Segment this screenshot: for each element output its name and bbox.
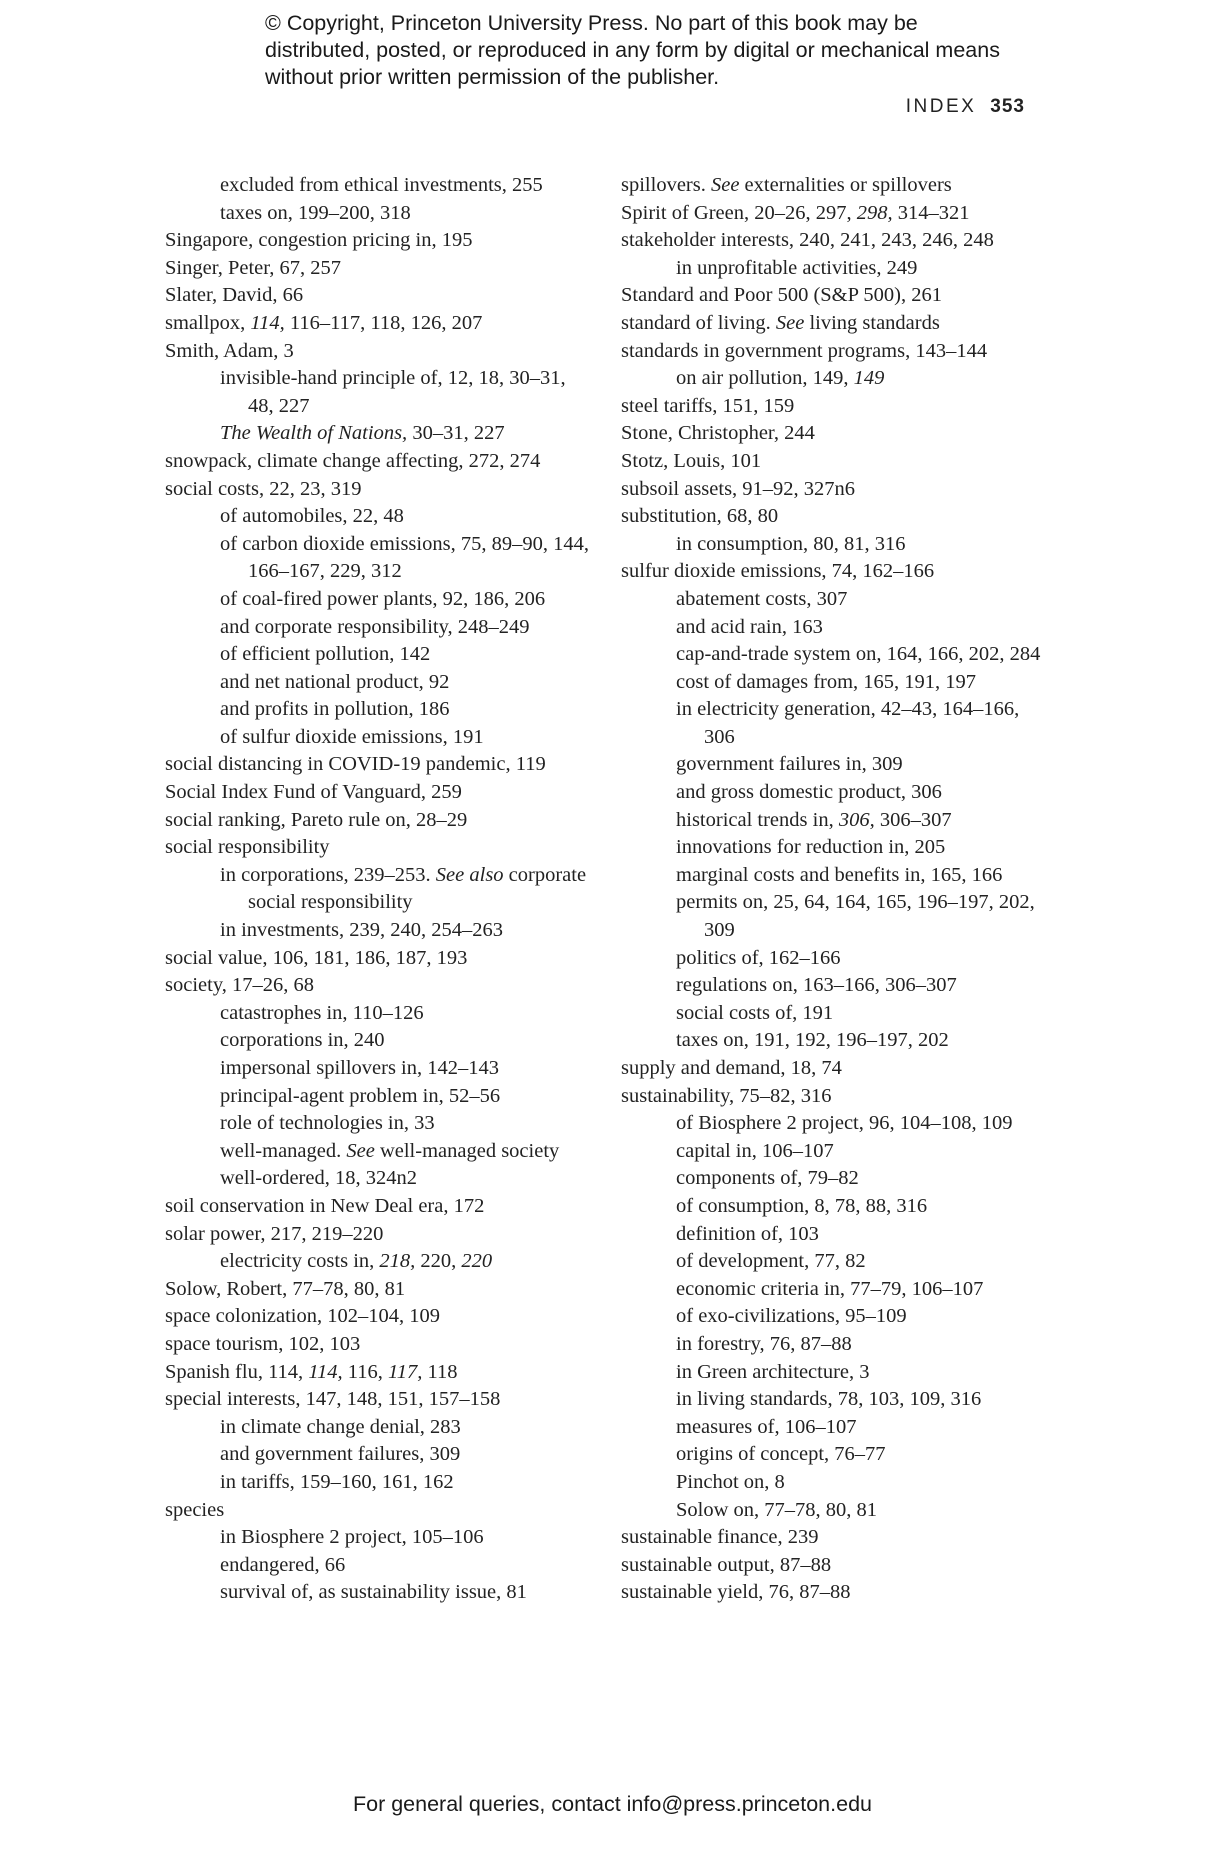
index-entry-text: Slater, David, 66 [165,284,304,307]
index-entry-text: Singapore, congestion pricing in, 195 [165,229,473,252]
index-entry-text: historical trends in, [676,808,839,831]
index-subentry [220,172,595,200]
index-entry-text: social responsibility [165,836,330,859]
index-entry [165,338,595,366]
index-entry [621,1055,1051,1083]
index-entry [165,1221,595,1249]
index-subentry [676,1248,1051,1276]
index-entry-text: living standards [804,311,940,334]
index-entry-text: standard of living. [621,311,776,334]
index-entry-text: politics of, 162–166 [676,946,841,969]
index-entry-italic-text: 114, [308,1360,343,1383]
index-entry [165,255,595,283]
page-number: 353 [990,96,1025,117]
index-entry [621,558,1051,586]
index-subentry [676,1027,1051,1055]
index-subentry [676,1331,1051,1359]
index-entry-text: principal-agent problem in, 52–56 [220,1084,501,1107]
index-entry-text: Solow, Robert, 77–78, 80, 81 [165,1277,406,1300]
index-entry-italic-text: 114, [250,311,285,334]
index-subentry [676,972,1051,1000]
index-entry-text: Spirit of Green, 20–26, 297, [621,201,857,224]
index-entry-text: capital in, 106–107 [676,1139,834,1162]
index-entry-italic-text: 218, [379,1250,416,1273]
index-entry-text: cap-and-trade system on, 164, 166, 202, 284 [676,643,1041,666]
index-entry-text: corporations in, 240 [220,1029,385,1052]
index-subentry [220,1110,595,1138]
index-entry [621,1083,1051,1111]
footer-contact: For general queries, contact info@press.princeton.edu [352,1792,872,1816]
index-entry-text: in Green architecture, 3 [676,1360,870,1383]
index-subentry [676,1000,1051,1028]
index-entry-text: social value, 106, 181, 186, 187, 193 [165,946,468,969]
index-entry-text: externalities or spillovers [739,174,952,196]
index-entry-text: origins of concept, 76–77 [676,1443,886,1466]
index-entry-text: in forestry, 76, 87–88 [676,1332,852,1355]
copyright-notice: © Copyright, Princeton University Press. No part of this book may be distributed, posted, or reproduced in any form by digital or mechanical means without prior written permission of the publisher. [265,11,1000,89]
index-entry-text: social costs of, 191 [676,1001,834,1024]
index-entry-text: substitution, 68, 80 [621,505,779,528]
index-entry-text: solar power, 217, 219–220 [165,1222,384,1245]
index-entry-text: electricity costs in, [220,1250,380,1273]
index-subentry [676,862,1051,890]
index-entry-italic-text: 298, [856,201,893,224]
index-subentry [220,917,595,945]
index-entry-text: abatement costs, 307 [676,587,848,610]
index-entry-text: Pinchot on, 8 [676,1470,785,1493]
index-entry-text: Standard and Poor 500 (S&P 500), 261 [621,284,942,307]
index-entry-text: 116, [342,1360,389,1383]
index-entry [165,779,595,807]
index-entry-text: taxes on, 191, 192, 196–197, 202 [676,1029,949,1052]
index-entry-italic-text: 149 [853,367,885,390]
index-entry [165,310,595,338]
index-entry-text: special interests, 147, 148, 151, 157–158 [165,1388,501,1411]
index-entry-text: in investments, 239, 240, 254–263 [220,919,504,942]
index-entry-text: 220, [415,1250,462,1273]
index-entry-text: survival of, as sustainability issue, 81 [220,1581,527,1604]
index-entry-text: of exo-civilizations, 95–109 [676,1305,907,1328]
index-entry-text: stakeholder interests, 240, 241, 243, 246, 248 [621,229,994,252]
index-subentry [676,1386,1051,1414]
index-entry-text: well-ordered, 18, 324n2 [220,1167,417,1190]
index-entry-text: permits on, 25, 64, 164, 165, 196–197, 202, 309 [676,891,1035,942]
index-subentry [220,1441,595,1469]
index-entry-text: in Biosphere 2 project, 105–106 [220,1526,484,1549]
index-entry [621,393,1051,421]
running-head [906,96,1025,118]
index-subentry [676,1469,1051,1497]
index-subentry [220,420,595,448]
index-subentry [676,255,1051,283]
index-subentry [220,696,595,724]
index-subentry [220,365,595,420]
index-subentry [220,531,595,586]
index-entry [165,751,595,779]
index-entry-text: invisible-hand principle of, 12, 18, 30–31, 48, 227 [220,367,566,417]
index-subentry [220,200,595,228]
index-subentry [220,641,595,669]
index-entry-text: well-managed society [374,1139,560,1162]
index-entry-text: Spanish flu, 114, [165,1360,309,1383]
index-entry-text: 30–31, 227 [407,422,505,445]
index-entry [165,448,595,476]
index-entry [165,476,595,504]
index-entry [621,200,1051,228]
index-entry-text: social distancing in COVID-19 pandemic, 119 [165,753,546,776]
index-entry [621,1524,1051,1552]
index-entry-text: species [165,1498,225,1521]
index-subentry [220,1524,595,1552]
index-entry-text: space tourism, 102, 103 [165,1332,361,1355]
index-subentry [676,751,1051,779]
index-entry-text: taxes on, 199–200, 318 [220,201,411,224]
index-entry-text: social costs, 22, 23, 319 [165,477,362,500]
index-subentry [220,1579,595,1607]
index-entry-italic-text: See also [435,863,504,886]
index-entry-text: Stone, Christopher, 244 [621,422,815,445]
index-entry [165,1386,595,1414]
index-entry-text: in tariffs, 159–160, 161, 162 [220,1470,454,1493]
index-entry-text: and gross domestic product, 306 [676,781,942,804]
index-entry [165,1193,595,1221]
index-subentry [220,1248,595,1276]
index-entry-text: regulations on, 163–166, 306–307 [676,974,957,997]
index-entry [621,420,1051,448]
index-entry-text: 116–117, 118, 126, 207 [284,311,483,334]
index-entry [165,1276,595,1304]
index-entry-text: of coal-fired power plants, 92, 186, 206 [220,587,546,610]
index-entry-text: sustainable output, 87–88 [621,1553,832,1576]
index-entry [621,1552,1051,1580]
index-entry [165,1303,595,1331]
index-subentry [220,1138,595,1166]
index-subentry [220,1469,595,1497]
index-entry-text: government failures in, 309 [676,753,903,776]
index-subentry [220,724,595,752]
index-subentry [220,1552,595,1580]
index-entry-text: 306–307 [874,808,952,831]
index-subentry [676,669,1051,697]
index-entry-text: in unprofitable activities, 249 [676,256,918,279]
index-entry-text: Stotz, Louis, 101 [621,449,762,472]
index-entry-text: and corporate responsibility, 248–249 [220,615,530,638]
index-entry-text: corporate social responsibility [248,863,587,914]
index-subentry [676,1276,1051,1304]
index-entry-text: in consumption, 80, 81, 316 [676,532,906,555]
index-entry-text: subsoil assets, 91–92, 327n6 [621,477,856,500]
index-entry-text: Social Index Fund of Vanguard, 259 [165,781,462,804]
index-entry-text: standards in government programs, 143–144 [621,339,988,362]
index-subentry [676,1497,1051,1525]
index-entry-text: snowpack, climate change affecting, 272, 274 [165,449,541,472]
index-subentry [676,1110,1051,1138]
index-entry-text: and government failures, 309 [220,1443,461,1466]
index-entry-text: in corporations, 239–253. [220,863,436,886]
index-subentry [220,586,595,614]
index-entry-italic-text: 220 [461,1250,493,1273]
index-subentry [676,614,1051,642]
index-entry-italic-text: See [775,311,805,334]
index-entry-text: steel tariffs, 151, 159 [621,394,795,417]
index-entry-text: society, 17–26, 68 [165,974,314,997]
index-entry-italic-text: 306, [838,808,875,831]
index-entry [621,227,1051,255]
index-entry-text: smallpox, [165,311,251,334]
index-subentry [676,945,1051,973]
index-entry-text: sustainable yield, 76, 87–88 [621,1581,851,1604]
index-subentry [220,1414,595,1442]
index-subentry [220,503,595,531]
index-entry-text: 118 [422,1360,458,1383]
index-entry [165,834,595,862]
index-entry [165,1497,595,1525]
index-entry-italic-text: 117, [388,1360,423,1383]
index-entry [621,338,1051,366]
index-entry-text: cost of damages from, 165, 191, 197 [676,670,977,693]
index-entry-text: of Biosphere 2 project, 96, 104–108, 109 [676,1112,1013,1135]
index-subentry [220,1083,595,1111]
index-subentry [676,889,1051,944]
index-entry-text: Singer, Peter, 67, 257 [165,256,342,279]
index-entry-text: role of technologies in, 33 [220,1112,435,1135]
index-subentry [676,365,1051,393]
index-entry [621,503,1051,531]
index-entry-italic-text: The Wealth of Nations, [220,422,408,445]
index-column-right [621,172,1051,1607]
index-entry-text: of efficient pollution, 142 [220,643,431,666]
index-entry-text: in living standards, 78, 103, 109, 316 [676,1388,982,1411]
index-entry-text: of consumption, 8, 78, 88, 316 [676,1194,928,1217]
index-entry [165,807,595,835]
index-entry-italic-text: See [346,1139,375,1162]
index-entry-text: sulfur dioxide emissions, 74, 162–166 [621,560,935,583]
index-entry-text: and profits in pollution, 186 [220,698,450,721]
index-entry-text: catastrophes in, 110–126 [220,1001,424,1024]
index-subentry [676,531,1051,559]
index-entry [621,476,1051,504]
index-subentry [676,779,1051,807]
index-entry-text: in climate change denial, 283 [220,1415,461,1438]
index-entry [165,945,595,973]
index-entry-text: of sulfur dioxide emissions, 191 [220,725,484,748]
index-subentry [220,1165,595,1193]
index-entry-text: in electricity generation, 42–43, 164–166, 306 [676,698,1020,748]
index-entry [621,310,1051,338]
index-subentry [676,1441,1051,1469]
index-entry-text: social ranking, Pareto rule on, 28–29 [165,808,468,831]
index-subentry [220,862,595,917]
index-entry [621,282,1051,310]
index-entry-text: sustainable finance, 239 [621,1526,819,1549]
index-entry-text: components of, 79–82 [676,1167,859,1190]
index-entry-text: space colonization, 102–104, 109 [165,1305,440,1328]
index-subentry [676,696,1051,751]
index-subentry [676,586,1051,614]
index-entry-text: well-managed. [220,1139,347,1162]
index-entry-text: Smith, Adam, 3 [165,339,294,362]
index-entry-text: of carbon dioxide emissions, 75, 89–90, 144, 166–167, 229, 312 [220,532,589,583]
index-subentry [676,1138,1051,1166]
index-entry [165,227,595,255]
index-entry [165,1359,595,1387]
index-subentry [676,834,1051,862]
index-entry [621,1579,1051,1607]
index-entry-text: impersonal spillovers in, 142–143 [220,1057,500,1079]
index-entry-text: definition of, 103 [676,1222,819,1245]
index-entry-text: and acid rain, 163 [676,615,823,638]
running-head-section: INDEX [905,96,977,117]
index-entry-text: innovations for reduction in, 205 [676,836,946,859]
index-entry-text: sustainability, 75–82, 316 [621,1084,832,1107]
index-subentry [676,807,1051,835]
index-entry-text: excluded from ethical investments, 255 [220,174,543,196]
index-subentry [220,669,595,697]
index-subentry [220,614,595,642]
index-subentry [676,1193,1051,1221]
index-entry-italic-text: See [710,174,740,196]
index-subentry [676,1221,1051,1249]
index-entry [165,282,595,310]
index-subentry [220,1000,595,1028]
index-entry-text: economic criteria in, 77–79, 106–107 [676,1277,984,1300]
index-entry [165,972,595,1000]
index-entry-text: marginal costs and benefits in, 165, 166 [676,863,1003,886]
index-subentry [676,1359,1051,1387]
index-entry-text: of development, 77, 82 [676,1250,866,1273]
index-subentry [676,1165,1051,1193]
index-entry-text: and net national product, 92 [220,670,450,693]
index-subentry [220,1055,595,1083]
index-subentry [676,1414,1051,1442]
index-entry-text: soil conservation in New Deal era, 172 [165,1194,485,1217]
index-entry-text: supply and demand, 18, 74 [621,1057,842,1079]
index-entry-text: 314–321 [892,201,970,224]
index-entry-text: endangered, 66 [220,1553,346,1576]
index-entry-text: of automobiles, 22, 48 [220,505,404,528]
index-entry-text: Solow on, 77–78, 80, 81 [676,1498,878,1521]
index-entry-text: measures of, 106–107 [676,1415,857,1438]
index-subentry [676,1303,1051,1331]
index-entry [621,172,1051,200]
index-entry-text: on air pollution, 149, [676,367,854,390]
index-entry-text: spillovers. [621,174,711,196]
index-entry [165,1331,595,1359]
index-subentry [676,641,1051,669]
index-subentry [220,1027,595,1055]
index-entry [621,448,1051,476]
index-column-left [165,172,595,1607]
